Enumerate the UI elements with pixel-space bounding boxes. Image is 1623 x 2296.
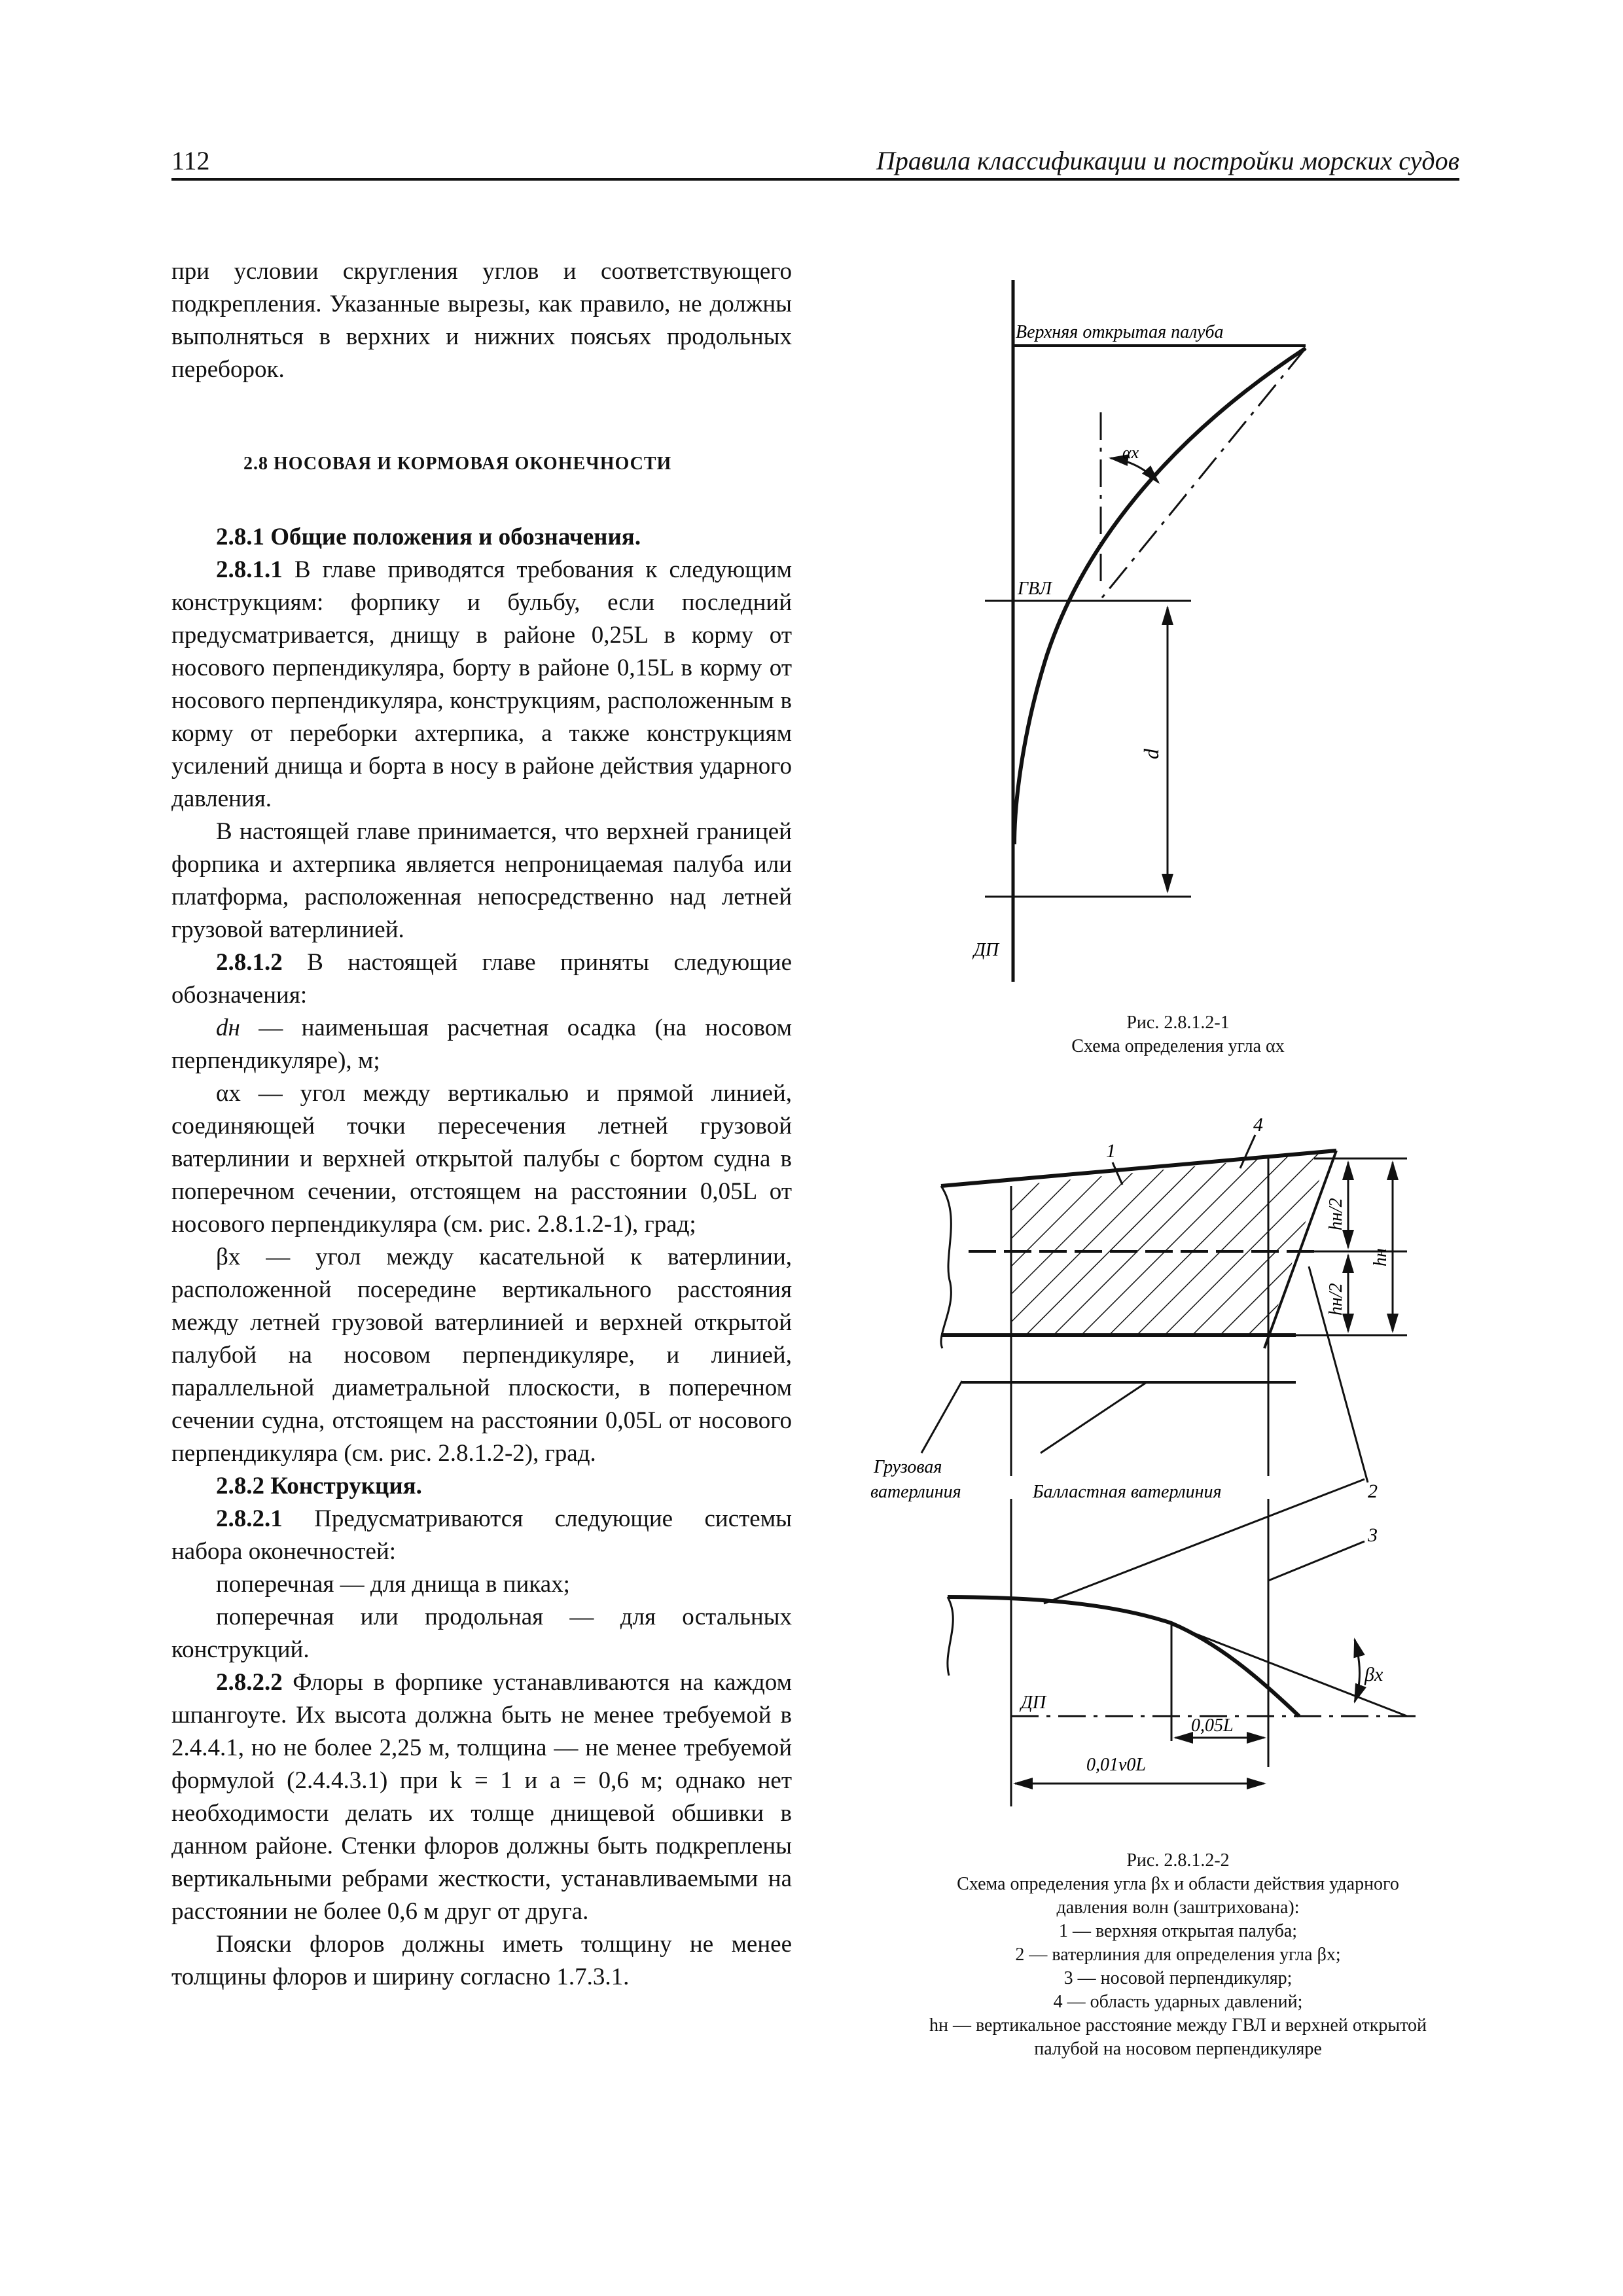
fig2-break-line-left bbox=[941, 1186, 951, 1348]
fig2-label-hh2-bot: hн/2 bbox=[1326, 1283, 1346, 1316]
fig2-label-005L: 0,05L bbox=[1191, 1715, 1234, 1736]
fig2-caption-line: hн — вертикальное расстояние между ГВЛ и верхней открытой bbox=[929, 2015, 1427, 2036]
fig2-leader-3 bbox=[1268, 1541, 1364, 1581]
clause-text: В настоящей главе приняты следующие обозначения: bbox=[171, 949, 792, 1009]
fig2-upper-group bbox=[870, 1114, 1407, 1502]
fig2-label-2: 2 bbox=[1368, 1480, 1378, 1502]
clause-number: 2.8.1.2 bbox=[216, 949, 283, 976]
fig2-break-line-lower bbox=[948, 1597, 953, 1676]
fig2-lower-group bbox=[948, 1479, 1420, 1806]
definition-text: — наименьшая расчетная осадка (на носовом перпендикуляре), м; bbox=[171, 1014, 792, 1074]
fig1-label-d: d bbox=[1139, 749, 1163, 759]
fig2-leader-ballast bbox=[1041, 1382, 1147, 1453]
fig2-caption-number: Рис. 2.8.1.2-2 bbox=[1126, 1850, 1230, 1871]
symbol-beta: βx bbox=[216, 1244, 241, 1270]
fig1-caption bbox=[851, 1011, 1505, 1058]
fig2-label-hh2-top: hн/2 bbox=[1326, 1198, 1346, 1230]
clause-number: 2.8.1.1 bbox=[216, 556, 283, 583]
fig2-leader-cargo bbox=[921, 1381, 962, 1453]
fig2-label-ballast: Балластная ватерлиния bbox=[1033, 1482, 1222, 1502]
paragraph-flanges: Пояски флоров должны иметь толщину не менее толщины флоров и ширину согласно 1.7.3.1. bbox=[171, 1931, 792, 1990]
clause-text: Предусматриваются следующие системы набора оконечностей: bbox=[171, 1505, 792, 1565]
fig2-caption-line: 4 — область ударных давлений; bbox=[1053, 1992, 1303, 2012]
fig2-caption bbox=[838, 1849, 1518, 2061]
fig2-label-beta: βx bbox=[1364, 1664, 1383, 1685]
fig1-label-deck: Верхняя открытая палуба bbox=[1016, 322, 1224, 342]
fig2-label-cargo-2: ватерлиния bbox=[870, 1482, 961, 1502]
fig1-label-alpha: αx bbox=[1122, 443, 1139, 462]
fig2-caption-line: 1 — верхняя открытая палуба; bbox=[1058, 1921, 1298, 1941]
fig1-hull-curve bbox=[1014, 348, 1306, 844]
fig2-label-4: 4 bbox=[1253, 1114, 1263, 1136]
heading-2-8-2: 2.8.2 Конструкция. bbox=[216, 1473, 422, 1499]
fig1-label-gvl: ГВЛ bbox=[1018, 579, 1052, 599]
definition-text: — угол между вертикалью и прямой линией, соединяющей точки пересечения летней грузовой ватерлинии и верхней открытой палубы с бортом судна в поперечном сечении, отстоящем на расстоянии 0,05L от носового перпендикуляра (см. рис. 2.8.1.2-1), град; bbox=[171, 1080, 792, 1238]
fig2-caption-line: Схема определения угла βx и области действия ударного bbox=[957, 1874, 1399, 1894]
fig2-caption-line: палубой на носовом перпендикуляре bbox=[1034, 2039, 1322, 2059]
fig2-caption-line: 2 — ватерлиния для определения угла βx; bbox=[1015, 1945, 1341, 1965]
fig2-label-hh: hн bbox=[1370, 1248, 1391, 1266]
clause-text: В главе приводятся требования к следующим конструкциям: форпику и бульбу, если последний предусматривается, днищу в районе 0,25L в корму от носового перпендикуляра, борту в районе 0,15L в корму от носового перпендикуляра, конструкциям, расположенным в корму от переборки ахтерпика, а также конструкциям усилений днища и борта в носу в районе действия ударного давления. bbox=[171, 556, 792, 812]
fig2-label-1: 1 bbox=[1106, 1140, 1116, 1162]
clause-number: 2.8.2.2 bbox=[216, 1669, 283, 1696]
list-item-transverse: поперечная — для днища в пиках; bbox=[216, 1571, 570, 1598]
fig1-label-dp: ДП bbox=[974, 940, 999, 960]
clause-text: Флоры в форпике устанавливаются на каждом шпангоуте. Их высота должна быть не менее требуемой в 2.4.4.1, но не более 2,25 м, толщина — не менее требуемой формулой (2.4.4.3.1) при k = 1 и a = 0,6 м; однако нет необходимости делать их толще днищевой обшивки в данном районе. Стенки флоров должны быть подкреплены вертикальными ребрами жесткости, устанавливаемыми на расстоянии не более 0,6 м друг от друга. bbox=[171, 1669, 792, 1925]
symbol-d: dн bbox=[216, 1014, 240, 1041]
fig2-label-001v0L: 0,01v0L bbox=[1086, 1755, 1146, 1775]
section-title: 2.8 НОСОВАЯ И КОРМОВАЯ ОКОНЕЧНОСТИ bbox=[243, 454, 672, 474]
page-number: 112 bbox=[171, 146, 210, 175]
fig2-hatched-area bbox=[1011, 1152, 1329, 1335]
fig1-group bbox=[972, 280, 1306, 982]
definition-text: — угол между касательной к ватерлинии, расположенной посередине вертикального расстояния между летней грузовой ватерлинией и верхней открытой палубой на носовом перпендикуляре, и линией, параллельной диаметральной плоскости, в поперечном сечении судна, отстоящем на расстоянии 0,05L от носового перпендикуляра (см. рис. 2.8.1.2-2), град. bbox=[171, 1244, 792, 1467]
fig2-label-cargo-1: Грузовая bbox=[874, 1457, 942, 1477]
heading-2-8-1: 2.8.1 Общие положения и обозначения. bbox=[216, 524, 641, 550]
paragraph-upper-boundary: В настоящей главе принимается, что верхней границей форпика и ахтерпика является непроницаемая палуба или платформа, расположенная непосредственно над летней грузовой ватерлинией. bbox=[171, 818, 792, 943]
fig1-caption-title: Схема определения угла αx bbox=[1071, 1036, 1285, 1056]
fig2-label-3: 3 bbox=[1368, 1524, 1378, 1546]
fig1-chord-line bbox=[1099, 348, 1306, 601]
list-item-transverse-or-longitudinal: поперечная или продольная — для остальных конструкций. bbox=[171, 1604, 792, 1663]
fig2-label-dp: ДП bbox=[1021, 1693, 1046, 1713]
clause-number: 2.8.2.1 bbox=[216, 1505, 283, 1532]
fig2-caption-line: 3 — носовой перпендикуляр; bbox=[1063, 1968, 1293, 1988]
fig1-caption-number: Рис. 2.8.1.2-1 bbox=[1126, 1013, 1230, 1033]
symbol-alpha: αx bbox=[216, 1080, 241, 1107]
running-header: Правила классификации и постройки морских судов bbox=[876, 146, 1459, 175]
fig2-caption-line: давления волн (заштрихована): bbox=[1056, 1897, 1300, 1918]
fig2-waterline-curve bbox=[948, 1597, 1299, 1716]
fig2-beta-arc bbox=[1355, 1640, 1360, 1702]
paragraph-intro: при условии скругления углов и соответствующего подкрепления. Указанные вырезы, как правило, не должны выполняться в верхних и нижних поясьях продольных переборок. bbox=[171, 258, 792, 383]
